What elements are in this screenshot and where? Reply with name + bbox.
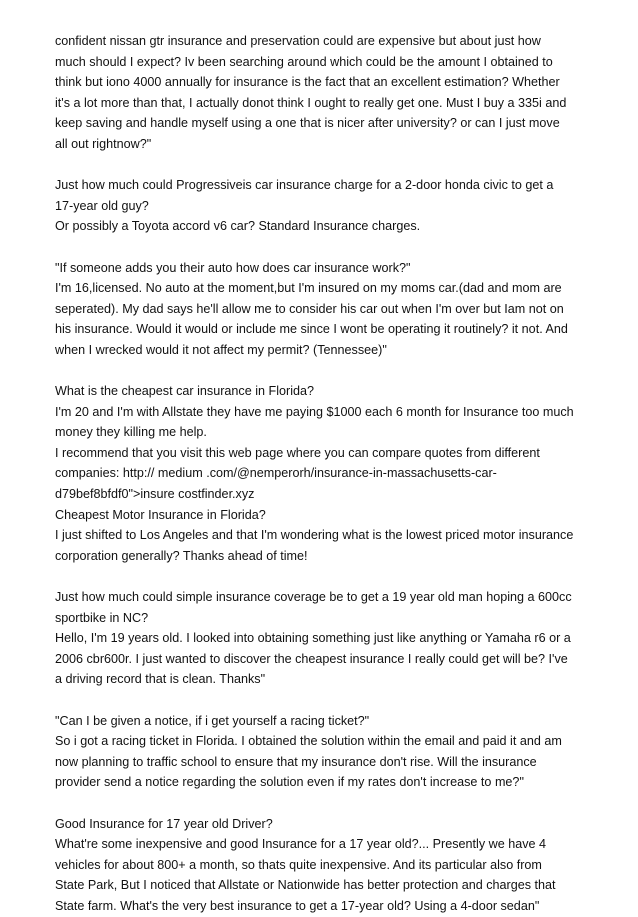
text-line: a driving record that is clean. Thanks"	[55, 672, 266, 687]
text-line: confident nissan gtr insurance and preservation could are expensive but about just how	[55, 34, 541, 48]
text-line: think but iono 4000 annually for insurance is the fact that an excellent estimation? Whether	[55, 75, 560, 90]
text-line: all out rightnow?"	[55, 136, 152, 151]
text-line: d79bef8bfdf0">insure costfinder.xyz	[55, 487, 255, 502]
text-line: much should I expect? Iv been searching around which could be the amount I obtained to	[55, 54, 553, 69]
text-line: Just how much could simple insurance coverage be to get a 19 year old man hoping a 600cc	[55, 590, 572, 605]
text-line: money they killing me help.	[55, 425, 207, 440]
text-line: Just how much could Progressiveis car insurance charge for a 2-door honda civic to get a	[55, 178, 554, 193]
paragraph	[55, 258, 595, 361]
text-line: I just shifted to Los Angeles and that I'm wondering what is the lowest priced motor insurance	[55, 528, 574, 543]
text-line: Or possibly a Toyota accord v6 car? Standard Insurance charges.	[55, 219, 421, 234]
paragraph	[55, 31, 595, 155]
text-line: State Park, But I noticed that Allstate or Nationwide has better protection and charges that	[55, 878, 556, 893]
text-line: State farm. What's the very best insurance to get a 17-year old? Using a 4-door sedan"	[55, 898, 540, 913]
text-line: Cheapest Motor Insurance in Florida?	[55, 507, 266, 522]
text-line: Good Insurance for 17 year old Driver?	[55, 816, 273, 831]
text-line: it's a lot more than that, I actually donot think I ought to really get one. Must I buy a 335i and	[55, 95, 567, 110]
text-line: What is the cheapest car insurance in Florida?	[55, 384, 315, 399]
text-line: I recommend that you visit this web page where you can compare quotes from different	[55, 445, 540, 460]
text-line: 17-year old guy?	[55, 198, 149, 213]
text-line: his insurance. Would it would or include me since I wont be operating it routinely? it not. And	[55, 322, 568, 337]
paragraph	[55, 381, 595, 566]
text-line: seperated). My dad says he'll allow me to consider his car out when I'm over but Iam not on	[55, 301, 564, 316]
text-line: I'm 20 and I'm with Allstate they have me paying $1000 each 6 month for Insurance too much	[55, 404, 574, 419]
text-line: when I wrecked would it not affect my permit? (Tennessee)"	[55, 342, 387, 357]
text-line: Hello, I'm 19 years old. I looked into obtaining something just like anything or Yamaha r6 or a	[55, 631, 571, 646]
text-line: companies: http:// medium .com/@nemperorh/insurance-in-massachusetts-car-	[55, 466, 497, 481]
text-line: "If someone adds you their auto how does car insurance work?"	[55, 260, 411, 275]
text-line: What're some inexpensive and good Insurance for a 17 year old?... Presently we have 4	[55, 837, 547, 852]
text-line: vehicles for about 800+ a month, so thats quite inexpensive. And its particular also from	[55, 857, 542, 872]
paragraph	[55, 175, 595, 237]
text-line: keep saving and handle myself using a one that is nicer after university? or can I just move	[55, 116, 560, 131]
paragraph	[55, 711, 595, 793]
text-line: 2006 cbr600r. I just wanted to discover the cheapest insurance I really could get will be? I've	[55, 651, 568, 666]
paragraph	[55, 814, 595, 917]
document-body	[55, 31, 595, 917]
paragraph	[55, 587, 595, 690]
text-line: I'm 16,licensed. No auto at the moment,but I'm insured on my moms car.(dad and mom are	[55, 281, 562, 296]
text-line: corporation generally? Thanks ahead of time!	[55, 548, 308, 563]
document-page	[55, 31, 595, 917]
text-line: "Can I be given a notice, if i get yourself a racing ticket?"	[55, 713, 370, 728]
text-line: So i got a racing ticket in Florida. I obtained the solution within the email and paid it and am	[55, 734, 562, 749]
text-line: now planning to traffic school to ensure that my insurance don't rise. Will the insurance	[55, 754, 537, 769]
text-line: provider send a notice regarding the solution even if my rates don't increase to me?"	[55, 775, 524, 790]
text-line: sportbike in NC?	[55, 610, 149, 625]
